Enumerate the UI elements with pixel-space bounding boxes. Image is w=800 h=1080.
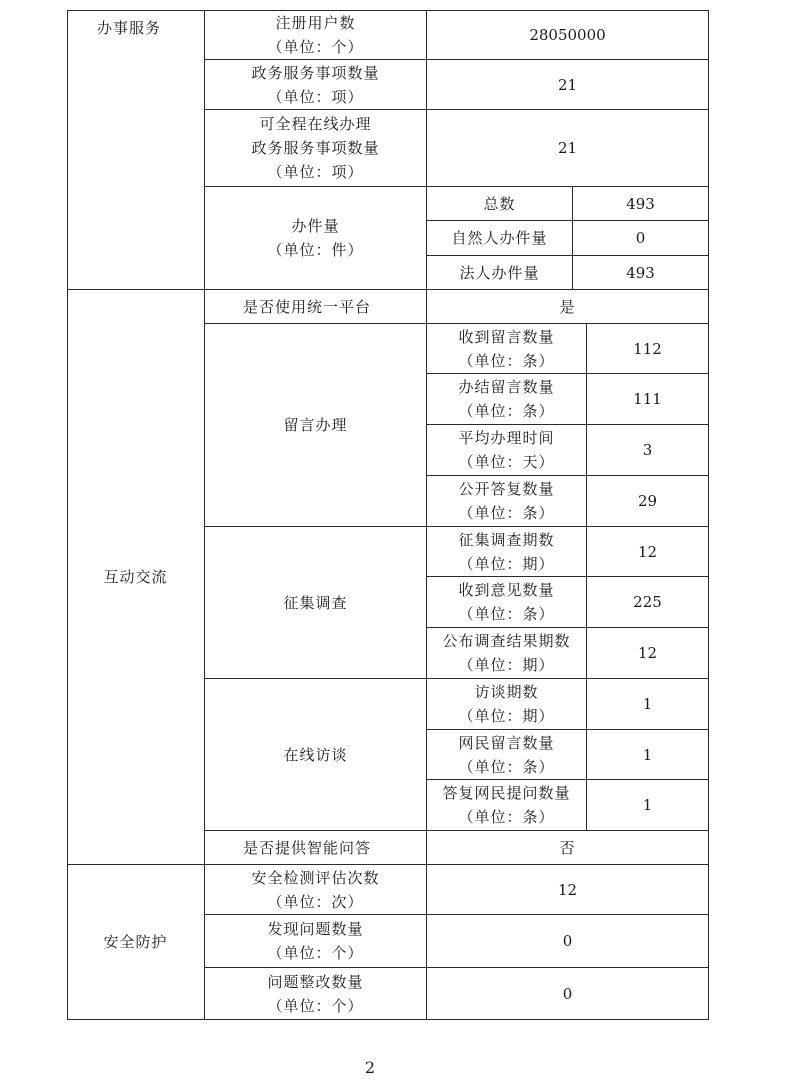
page-number: 2	[364, 1058, 376, 1077]
avg-time-label: 平均办理时间 （单位：天）	[427, 425, 587, 476]
avg-time-value: 3	[587, 425, 709, 476]
interview-periods-value: 1	[587, 679, 709, 730]
netizen-msgs-value: 1	[587, 730, 709, 780]
unified-platform-value: 是	[427, 290, 709, 324]
survey-periods-label: 征集调查期数 （单位：期）	[427, 527, 587, 577]
total-label: 总数	[427, 187, 573, 221]
cases-label: 办件量 （单位：件）	[205, 187, 427, 290]
online-items-label: 可全程在线办理 政务服务事项数量 （单位：项）	[205, 110, 427, 187]
closed-value: 111	[587, 374, 709, 425]
registered-users-value: 28050000	[427, 10, 709, 60]
survey-label: 征集调查	[205, 527, 427, 679]
opinions-value: 225	[587, 577, 709, 628]
closed-label: 办结留言数量 （单位：条）	[427, 374, 587, 425]
section-service: 办事服务	[67, 10, 205, 290]
smart-qa-value: 否	[427, 831, 709, 865]
received-label: 收到留言数量 （单位：条）	[427, 324, 587, 374]
natural-value: 0	[573, 221, 709, 256]
survey-periods-value: 12	[587, 527, 709, 577]
answers-label: 答复网民提问数量 （单位：条）	[427, 780, 587, 831]
items-label: 政务服务事项数量 （单位：项）	[205, 60, 427, 110]
unified-platform-label: 是否使用统一平台	[205, 290, 427, 324]
interview-periods-label: 访谈期数 （单位：期）	[427, 679, 587, 730]
natural-label: 自然人办件量	[427, 221, 573, 256]
found-label: 发现问题数量 （单位：个）	[205, 915, 427, 968]
checks-label: 安全检测评估次数 （单位：次）	[205, 865, 427, 915]
fixed-label: 问题整改数量 （单位：个）	[205, 968, 427, 1020]
legal-value: 493	[573, 256, 709, 290]
opinions-label: 收到意见数量 （单位：条）	[427, 577, 587, 628]
messages-label: 留言办理	[205, 324, 427, 527]
checks-value: 12	[427, 865, 709, 915]
received-value: 112	[587, 324, 709, 374]
section-security: 安全防护	[67, 865, 205, 1020]
items-value: 21	[427, 60, 709, 110]
found-value: 0	[427, 915, 709, 968]
results-value: 12	[587, 628, 709, 679]
results-label: 公布调查结果期数 （单位：期）	[427, 628, 587, 679]
registered-users-label: 注册用户数 （单位：个）	[205, 10, 427, 60]
public-reply-label: 公开答复数量 （单位：条）	[427, 476, 587, 527]
interview-label: 在线访谈	[205, 679, 427, 831]
answers-value: 1	[587, 780, 709, 831]
online-items-value: 21	[427, 110, 709, 187]
smart-qa-label: 是否提供智能问答	[205, 831, 427, 865]
netizen-msgs-label: 网民留言数量 （单位：条）	[427, 730, 587, 780]
public-reply-value: 29	[587, 476, 709, 527]
total-value: 493	[573, 187, 709, 221]
legal-label: 法人办件量	[427, 256, 573, 290]
section-interaction: 互动交流	[67, 290, 205, 865]
fixed-value: 0	[427, 968, 709, 1020]
